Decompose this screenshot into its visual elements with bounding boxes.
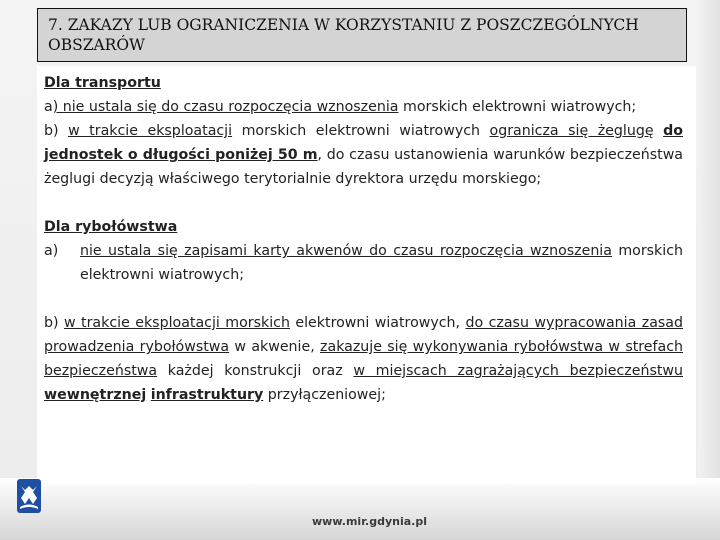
transport-b-rest: , do czasu ustanowienia warunków bezpieczeństwa żeglugi decyzją właściwego terytorialnie dyrektora urzędu morskiego; xyxy=(44,147,683,187)
fishing-b-link2: do czasu wypracowania zasad prowadzenia rybołówstwa xyxy=(44,315,683,355)
fishing-b-link4: w miejscach zagrażających bezpieczeństwu xyxy=(353,363,683,379)
fishing-heading: Dla rybołówstwa xyxy=(44,219,178,235)
fishing-b-link3: zakazuje się wykonywania rybołówstwa w strefach bezpieczeństwa xyxy=(44,339,684,379)
spacer xyxy=(44,287,683,311)
transport-b-link1: w trakcie eksploatacji xyxy=(68,123,233,139)
transport-item-b xyxy=(44,119,683,191)
transport-b-bold-link: do jednostek o długości poniżej 50 m xyxy=(44,123,683,163)
fishing-b-bold2: infrastruktury xyxy=(150,387,264,403)
fishing-b-rest: przyłączeniowej; xyxy=(263,387,386,403)
transport-b-mid1: morskich elektrowni wiatrowych xyxy=(232,123,490,139)
right-decorative-stripe xyxy=(698,0,720,540)
fishing-b-mid2: w akwenie, xyxy=(229,339,321,355)
content-panel xyxy=(37,66,696,484)
fishing-a-link: nie ustala się zapisami karty akwenów do czasu rozpoczęcia wznoszenia xyxy=(80,243,612,259)
fishing-a-marker: a) xyxy=(44,243,59,259)
fishing-b-mid3: każdej konstrukcji oraz xyxy=(157,363,354,379)
fishing-item-a xyxy=(44,239,683,287)
fishing-a-text xyxy=(80,239,683,287)
footer-band xyxy=(0,478,720,540)
fishing-b-bold1: wewnętrznej xyxy=(44,387,147,403)
ministry-logo-icon xyxy=(16,478,42,514)
fishing-b-link1: w trakcie eksploatacji morskich xyxy=(63,315,290,331)
transport-a-rest: morskich elektrowni wiatrowych; xyxy=(398,99,637,115)
transport-heading: Dla transportu xyxy=(44,75,161,91)
slide-title: 7. ZAKAZY LUB OGRANICZENIA W KORZYSTANIU Z POSZCZEGÓLNYCH OBSZARÓW xyxy=(37,8,687,62)
transport-a-link: ) nie ustala się do czasu rozpoczęcia wznoszenia xyxy=(52,99,399,115)
transport-b-link2: ogranicza się żeglugę xyxy=(489,123,654,139)
spacer xyxy=(44,191,683,215)
transport-a-marker: a xyxy=(44,99,53,115)
fishing-b-mid1: elektrowni wiatrowych, xyxy=(289,315,466,331)
fishing-item-b xyxy=(44,311,683,407)
fishing-b-prefix: b) xyxy=(44,315,64,331)
transport-b-prefix: b) xyxy=(44,123,69,139)
fishing-a-rest: morskich elektrowni wiatrowych; xyxy=(80,243,684,283)
footer-url[interactable]: www.mir.gdynia.pl xyxy=(312,515,427,528)
transport-item-a xyxy=(44,95,683,119)
